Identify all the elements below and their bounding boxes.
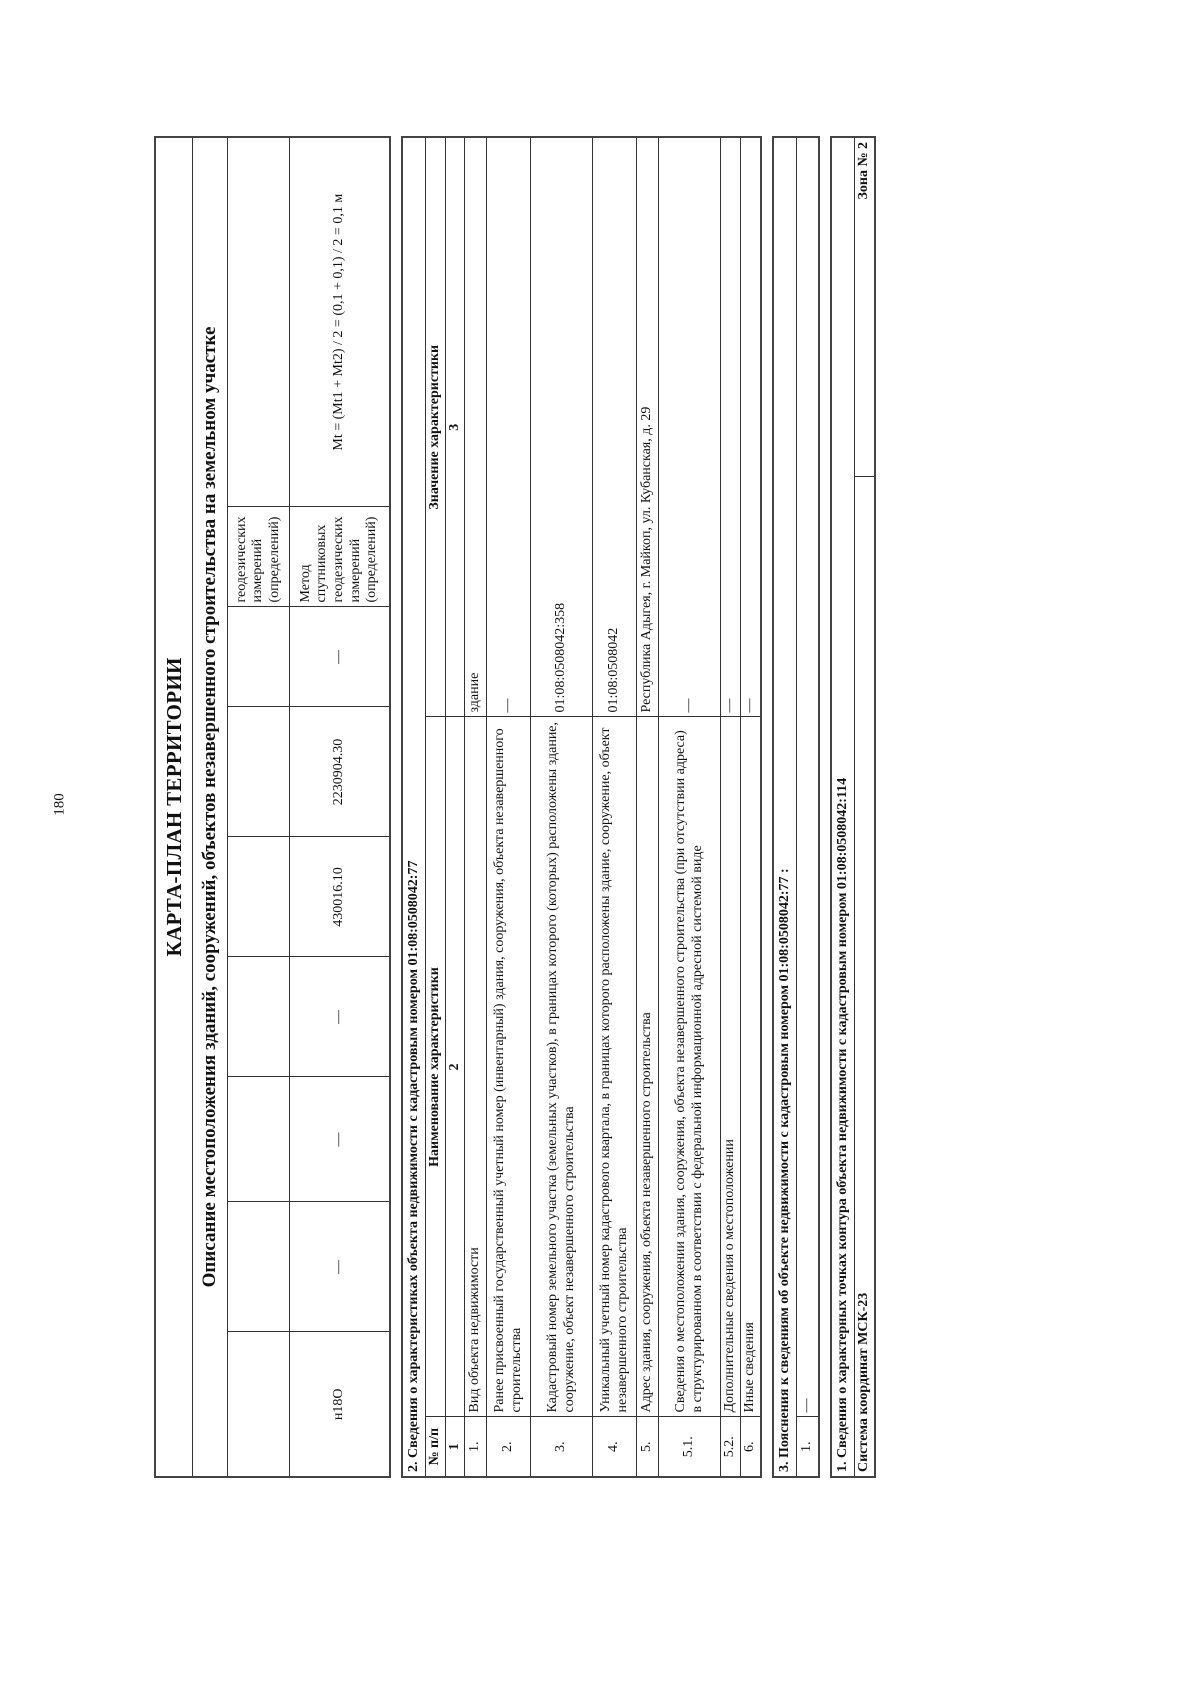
table-row — [487, 137, 531, 1477]
table-row — [531, 137, 593, 1477]
geo-cell: — — [290, 957, 390, 1077]
section2-title-text: 2. Сведения о характеристиках объекта недвижимости с кадастровым номером — [405, 969, 421, 1472]
row-value: — — [797, 137, 819, 1417]
row-name: Адрес здания, сооружения, объекта незавершенного строительства — [637, 717, 659, 1417]
table-row — [797, 137, 819, 1477]
row-name: Ранее присвоенный государственный учетный номер (инвентарный) здания, сооружения, объекта незавершенного строительства — [487, 717, 531, 1417]
row-name: Иные сведения — [741, 717, 761, 1417]
header-value: Значение характеристики — [426, 137, 446, 717]
geodesy-table — [154, 136, 391, 1478]
row-name: Сведения о местоположении здания, сооружения, объекта незавершенного строительства (при отсутствии адреса) в структурированном в соответствии с федеральной информационной адресной системой виде — [659, 717, 721, 1417]
explanations-table — [772, 136, 820, 1478]
table-row — [721, 137, 741, 1477]
geo-cell — [228, 837, 290, 957]
page-title: КАРТА-ПЛАН ТЕРРИТОРИИ — [155, 137, 193, 1477]
geo-cell — [228, 1332, 290, 1477]
contour-points-table — [830, 136, 876, 1478]
geo-cell — [228, 137, 290, 507]
row-num: 3. — [531, 1417, 593, 1477]
row-value: — — [721, 137, 741, 717]
geo-method: геодезических измерений (определений) — [228, 507, 290, 607]
geo-method: Метод спутниковых геодезических измерений (определений) — [290, 507, 390, 607]
section3-cadastral: 01:08:0508042:77 : — [776, 868, 792, 982]
geo-cell — [228, 957, 290, 1077]
coord-x: 430016.10 — [290, 837, 390, 957]
header-name: Наименование характеристики — [426, 717, 446, 1417]
table-row — [741, 137, 761, 1477]
geo-cell — [228, 1202, 290, 1332]
table-row — [659, 137, 721, 1477]
section1-title-text: 1. Сведения о характерных точках контура объекта недвижимости с кадастровым номером — [834, 892, 850, 1472]
geo-cell — [228, 707, 290, 837]
row-value: — — [487, 137, 531, 717]
row-num: 5. — [637, 1417, 659, 1477]
table-row — [637, 137, 659, 1477]
row-value: — — [741, 137, 761, 717]
row-name: Уникальный учетный номер кадастрового квартала, в границах которого расположены здание, сооружение, объект незавершенного строительства — [593, 717, 637, 1417]
table-row — [465, 137, 487, 1477]
document-frame — [154, 138, 899, 1478]
page-number: 180 — [51, 793, 68, 816]
col-number: 2 — [445, 717, 465, 1417]
section3-title-text: 3. Пояснения к сведениям об объекте недвижимости с кадастровым номером — [776, 984, 792, 1472]
row-num: 1. — [797, 1417, 819, 1477]
geo-cell — [228, 1077, 290, 1202]
row-value: 01:08:0508042:358 — [531, 137, 593, 717]
row-num: 4. — [593, 1417, 637, 1477]
header-num: № п/п — [426, 1417, 446, 1477]
row-num: 6. — [741, 1417, 761, 1477]
row-value: — — [659, 137, 721, 717]
row-name: Дополнительные сведения о местоположении — [721, 717, 741, 1417]
section2-title — [402, 137, 426, 1477]
section1-cadastral: 01:08:0508042:114 — [834, 777, 850, 890]
col-number: 1 — [445, 1417, 465, 1477]
row-num: 2. — [487, 1417, 531, 1477]
row-name: Вид объекта недвижимости — [465, 717, 487, 1417]
section1-title — [831, 137, 855, 1477]
row-value: 01:08:0508042 — [593, 137, 637, 717]
geo-cell: — — [290, 607, 390, 707]
row-num: 5.1. — [659, 1417, 721, 1477]
section2-cadastral: 01:08:0508042:77 — [405, 860, 421, 966]
row-num: 5.2. — [721, 1417, 741, 1477]
row-value: здание — [465, 137, 487, 717]
point-name: н18О — [290, 1332, 390, 1477]
accuracy-formula: Mt = (Mt1 + Mt2) / 2 = (0,1 + 0,1) / 2 = 0,1 м — [290, 137, 390, 507]
col-number: 3 — [445, 137, 465, 717]
row-value: Республика Адыгея, г. Майкоп, ул. Кубанская, д. 29 — [637, 137, 659, 717]
geo-cell — [228, 607, 290, 707]
coord-system: Система координат МСК-23 — [855, 477, 875, 1477]
zone-label: Зона № 2 — [855, 137, 875, 477]
coord-y: 2230904.30 — [290, 707, 390, 837]
table-row — [593, 137, 637, 1477]
page-subtitle: Описание местоположения зданий, сооружений, объектов незавершенного строительства на земельном участке — [193, 137, 228, 1477]
row-name: Кадастровый номер земельного участка (земельных участков), в границах которого (которых) расположены здание, сооружение, объект незавершенного строительства — [531, 717, 593, 1417]
geo-cell: — — [290, 1202, 390, 1332]
section3-title — [773, 137, 797, 1477]
geo-cell: — — [290, 1077, 390, 1202]
characteristics-table — [401, 136, 762, 1478]
row-num: 1. — [465, 1417, 487, 1477]
